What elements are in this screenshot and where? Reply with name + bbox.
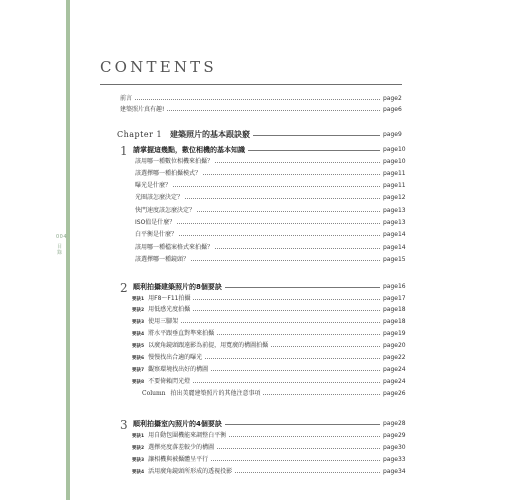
- entry-title: 選擇亮度落差較少的構圖: [148, 443, 215, 451]
- key-label: 要訣3: [132, 457, 145, 463]
- entry-title: 使用三腳架: [148, 318, 179, 326]
- entry-title: 讓相機與被攝體呈平行: [148, 455, 209, 463]
- entry-text: [135, 169, 203, 179]
- title-rule: [100, 84, 402, 85]
- entry-title: 該選擇哪一種鏡頭？: [135, 255, 190, 263]
- chapter-rule: [247, 135, 380, 136]
- page-number: page6: [383, 106, 402, 113]
- page-number: page11: [383, 182, 406, 190]
- entry-title: 用低感光度拍攝: [148, 306, 191, 314]
- toc-entry[interactable]: [135, 181, 406, 191]
- column-label: Column: [142, 389, 166, 397]
- key-label: 要訣4: [132, 332, 145, 338]
- page-number: page29: [383, 431, 406, 439]
- entry-title: 曝光是什麼？: [135, 182, 172, 190]
- entry-text: [135, 243, 215, 253]
- toc-entry[interactable]: [142, 389, 406, 399]
- section-title: 順利拍攝建築照片的8個要訣: [133, 281, 225, 293]
- green-margin-band: [66, 0, 70, 500]
- page-number: page10: [383, 146, 406, 153]
- toc-entry[interactable]: [132, 455, 406, 465]
- page-number: page26: [383, 389, 406, 397]
- page-number: page11: [383, 169, 406, 177]
- entry-title: 該用哪一種檔案格式來拍攝？: [135, 243, 214, 251]
- entry-title: 建築照片真有趣!: [120, 106, 165, 113]
- entry-text: [120, 105, 166, 115]
- key-label: 要訣3: [132, 320, 145, 326]
- page-number: page2: [383, 95, 402, 102]
- entry-title: 慢慢找出合適的曝光: [148, 354, 203, 361]
- page-number: page10: [383, 157, 406, 165]
- page-number: page33: [383, 455, 406, 463]
- entry-title: ISO值是什麼？: [135, 219, 176, 226]
- entry-text: [135, 193, 185, 203]
- page-number: page16: [383, 283, 406, 290]
- toc-entry[interactable]: [132, 329, 406, 339]
- entry-text: [135, 157, 215, 167]
- page-number: page14: [383, 231, 406, 239]
- key-label: 要訣8: [132, 379, 145, 385]
- toc-entry[interactable]: [132, 341, 406, 351]
- entry-text: [135, 230, 179, 240]
- entry-text: [132, 305, 192, 316]
- entry-title: 前言: [120, 95, 133, 102]
- side-label: 目錄: [57, 244, 63, 256]
- toc-entry[interactable]: [135, 157, 406, 167]
- entry-text: [120, 94, 134, 104]
- entry-title: 用自動包圍機能來調整白平衡: [148, 431, 227, 439]
- key-label: 要訣5: [132, 344, 145, 350]
- page-number: page18: [383, 318, 406, 326]
- page-number: page17: [383, 294, 406, 302]
- entry-title: 快門速度該怎麼決定？: [135, 206, 196, 214]
- toc-entry[interactable]: [135, 193, 406, 203]
- toc-entry[interactable]: [132, 317, 406, 327]
- key-label: 要訣1: [132, 296, 145, 302]
- key-label: 要訣2: [132, 308, 145, 314]
- side-page-number: 004: [56, 234, 68, 240]
- toc-entry[interactable]: [135, 230, 406, 240]
- page-number: page24: [383, 377, 406, 385]
- section-number: 1: [120, 144, 128, 158]
- entry-text: [132, 353, 204, 364]
- entry-title: 白平衡是什麼？: [135, 231, 178, 239]
- page-number: page24: [383, 365, 406, 373]
- entry-text: [142, 389, 263, 399]
- toc-entry[interactable]: [135, 243, 406, 253]
- page-number: page19: [383, 330, 406, 338]
- page-number: page22: [383, 354, 406, 361]
- toc-entry[interactable]: [132, 294, 406, 304]
- dot-leader: [120, 99, 380, 100]
- toc-entry[interactable]: [135, 169, 406, 179]
- page-number: page20: [383, 342, 406, 350]
- page-number: page9: [383, 131, 402, 138]
- page-number: page13: [383, 219, 406, 226]
- toc-entry[interactable]: [135, 218, 406, 228]
- entry-title: 光圈該怎麼決定？: [135, 194, 184, 202]
- toc-entry[interactable]: [135, 255, 406, 265]
- toc-entry[interactable]: [135, 206, 406, 216]
- key-label: 要訣1: [132, 433, 145, 439]
- section-number: 3: [120, 418, 128, 432]
- entry-title: 該用哪一種數位相機來拍攝？: [135, 157, 214, 165]
- entry-text: [132, 377, 192, 388]
- entry-title: 活用廣角鏡頭所形成的透視投影: [148, 467, 233, 475]
- entry-text: [132, 467, 234, 478]
- page-number: page13: [383, 206, 406, 214]
- key-label: 要訣4: [132, 469, 145, 475]
- entry-text: [135, 206, 197, 216]
- key-label: 要訣2: [132, 445, 145, 451]
- entry-title: 以廣角鏡頭跟遠影為前提，用寬廣的構圖拍攝: [148, 342, 269, 350]
- entry-title: 將水平跟垂直對準來拍攝: [148, 330, 215, 338]
- entry-title: 用F8～F11拍攝: [148, 294, 191, 302]
- entry-title: 拍出美麗建築照片的其他注意事項: [170, 389, 261, 397]
- entry-text: [132, 431, 228, 442]
- toc-entry[interactable]: [132, 443, 406, 453]
- page-number: page12: [383, 194, 406, 202]
- section-title: 順利拍攝室內照片的4個要訣: [133, 418, 225, 430]
- entry-title: 觀察環境找出好的構圖: [148, 365, 209, 373]
- page-number: page30: [383, 443, 406, 451]
- toc-entry[interactable]: [132, 467, 406, 477]
- chapter-heading[interactable]: [117, 129, 402, 141]
- entry-text: [132, 329, 216, 340]
- entry-text: [135, 181, 173, 191]
- toc-entry[interactable]: [132, 353, 406, 363]
- page-number: page15: [383, 255, 406, 263]
- toc-entry[interactable]: [132, 431, 406, 441]
- toc-entry[interactable]: [132, 377, 406, 387]
- entry-text: [132, 443, 216, 454]
- page-title: CONTENTS: [100, 58, 217, 76]
- page-number: page34: [383, 467, 406, 475]
- page-number: page14: [383, 243, 406, 251]
- chapter-label: Chapter 1: [117, 130, 163, 139]
- entry-text: [132, 365, 210, 376]
- page-number: page28: [383, 420, 406, 427]
- toc-entry[interactable]: [132, 305, 406, 315]
- key-label: 要訣6: [132, 356, 145, 361]
- chapter-title: 建築照片的基本跟訣竅: [170, 129, 253, 141]
- entry-text: [135, 218, 177, 228]
- entry-text: [132, 455, 210, 466]
- key-label: 要訣7: [132, 367, 145, 373]
- toc-entry[interactable]: [120, 94, 403, 104]
- entry-text: [132, 317, 180, 328]
- page-number: page18: [383, 306, 406, 314]
- section-title: 請掌握這幾點，數位相機的基本知識: [133, 144, 248, 156]
- entry-title: 不要倚賴閃光燈: [148, 377, 191, 385]
- entry-title: 該選擇哪一種拍攝模式？: [135, 169, 202, 177]
- entry-text: [132, 341, 270, 352]
- toc-entry[interactable]: [132, 365, 406, 375]
- toc-entry[interactable]: [120, 105, 403, 115]
- entry-text: [135, 255, 191, 265]
- entry-text: [132, 294, 193, 305]
- section-number: 2: [120, 281, 128, 295]
